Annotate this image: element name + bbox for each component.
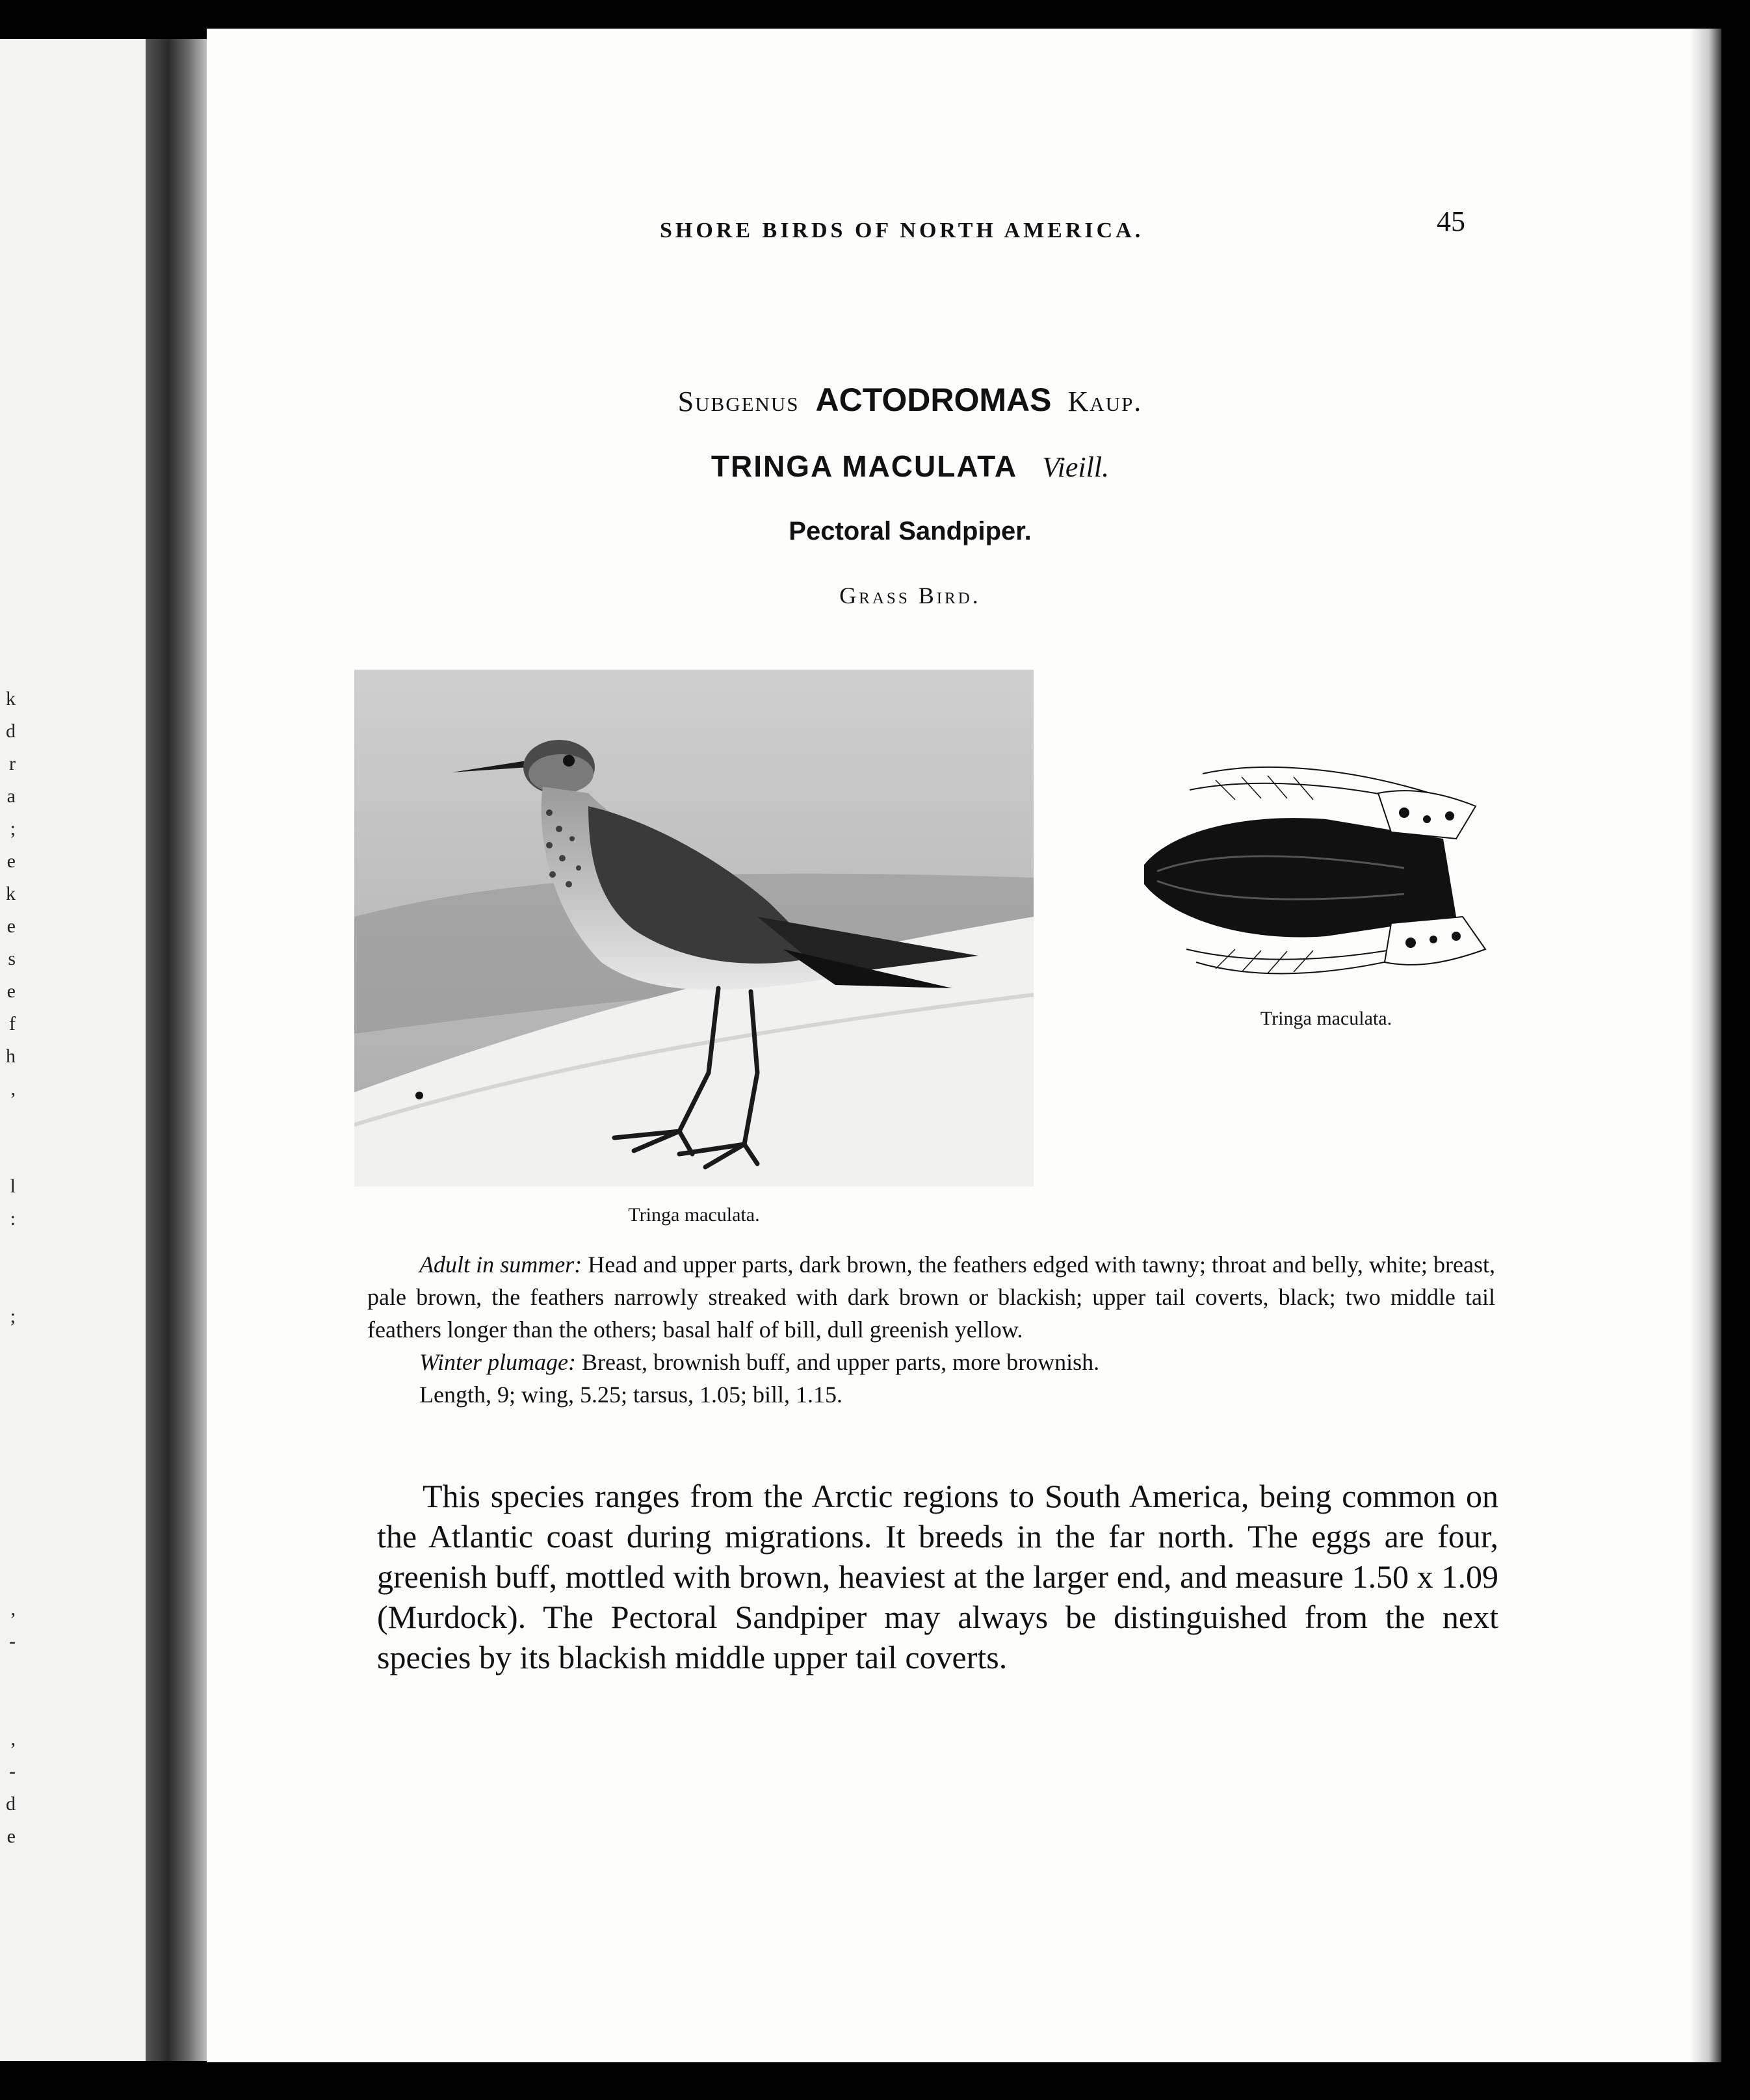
facing-page-char — [0, 1398, 16, 1430]
facing-page-char: a — [7, 785, 16, 807]
facing-page — [0, 39, 153, 2061]
facing-page-char — [0, 1658, 16, 1690]
facing-page-char — [0, 1690, 16, 1723]
facing-page-char — [0, 1138, 16, 1170]
facing-page-text-edge — [0, 683, 16, 1853]
alternate-name: Grass Bird. — [839, 583, 981, 609]
facing-page-char: h — [6, 1045, 16, 1067]
facing-page-char: , — [10, 1598, 16, 1620]
subgenus-name: ACTODROMAS — [815, 382, 1052, 418]
summer-label: Adult in summer: — [419, 1252, 582, 1278]
facing-page-char: r — [9, 753, 16, 774]
facing-page-char — [0, 1463, 16, 1495]
winter-label: Winter plumage: — [419, 1349, 576, 1375]
facing-page-char: d — [6, 720, 16, 742]
facing-page-char — [0, 1333, 16, 1365]
book-gutter — [146, 39, 211, 2061]
plumage-description — [367, 1248, 1495, 1411]
narrative-paragraph: This species ranges from the Arctic regions to South America, being common on the Atlantic coast during migrations. It breeds in the far north. The eggs are four, greenish buff, mottled with brown, heaviest at the larger end, and measure 1.50 x 1.09 (Murdock). The Pectoral Sandpiper may always be distinguished from the next species by its blackish middle upper tail coverts. — [377, 1478, 1498, 1675]
facing-page-char — [0, 1365, 16, 1398]
facing-page-char: l — [10, 1175, 16, 1197]
facing-page-char — [0, 1495, 16, 1528]
running-head: SHORE BIRDS OF NORTH AMERICA. — [660, 218, 1144, 243]
facing-page-char: e — [7, 980, 16, 1002]
plate-caption: Tringa maculata. — [628, 1204, 760, 1226]
facing-page-char — [0, 1105, 16, 1138]
facing-page-char: k — [6, 688, 16, 709]
page-edge-shadow — [1690, 29, 1721, 2062]
summer-plumage-paragraph — [367, 1248, 1495, 1346]
facing-page-char: , — [10, 1078, 16, 1099]
facing-page-char: e — [7, 850, 16, 872]
facing-page-char: - — [9, 1761, 16, 1782]
winter-plumage-paragraph — [367, 1346, 1495, 1378]
narrative-text — [377, 1476, 1498, 1677]
sandpiper-illustration — [354, 670, 1034, 1187]
facing-page-char: e — [7, 1826, 16, 1847]
common-name: Pectoral Sandpiper. — [789, 517, 1032, 545]
species-heading — [260, 449, 1560, 484]
tail-caption: Tringa maculata. — [1260, 1008, 1392, 1029]
measurements: Length, 9; wing, 5.25; tarsus, 1.05; bill, 1.15. — [419, 1382, 842, 1408]
facing-page-char: d — [6, 1793, 16, 1815]
subgenus-author: Kaup. — [1067, 386, 1143, 417]
facing-page-char: e — [7, 915, 16, 937]
subgenus-prefix: Subgenus — [677, 386, 800, 417]
facing-page-char — [0, 1268, 16, 1300]
facing-page-char: : — [10, 1208, 16, 1229]
subgenus-heading — [260, 381, 1560, 419]
species-author: Vieill. — [1042, 451, 1110, 483]
facing-page-char — [0, 1560, 16, 1593]
facing-page-char: f — [9, 1013, 16, 1034]
facing-page-char — [0, 1235, 16, 1268]
facing-page-char — [0, 1430, 16, 1463]
page-number: 45 — [1437, 205, 1465, 237]
winter-text: Breast, brownish buff, and upper parts, more brownish. — [575, 1349, 1100, 1375]
facing-page-char: , — [10, 1728, 16, 1750]
species-name: TRINGA MACULATA — [711, 449, 1018, 483]
facing-page-char: k — [6, 883, 16, 904]
summer-text: Head and upper parts, dark brown, the feathers edged with tawny; throat and belly, white; breast, pale brown, the feathers narrowly streaked with dark brown or blackish; upper tail coverts, black; two middle tail feathers longer than the others; basal half of bill, dull greenish yellow. — [367, 1252, 1495, 1343]
facing-page-char: - — [9, 1631, 16, 1652]
facing-page-char: ; — [10, 818, 16, 839]
facing-page-char: s — [8, 948, 16, 969]
facing-page-char — [0, 1528, 16, 1560]
facing-page-char: ; — [10, 1306, 16, 1327]
tail-feather-illustration — [1131, 754, 1495, 1001]
